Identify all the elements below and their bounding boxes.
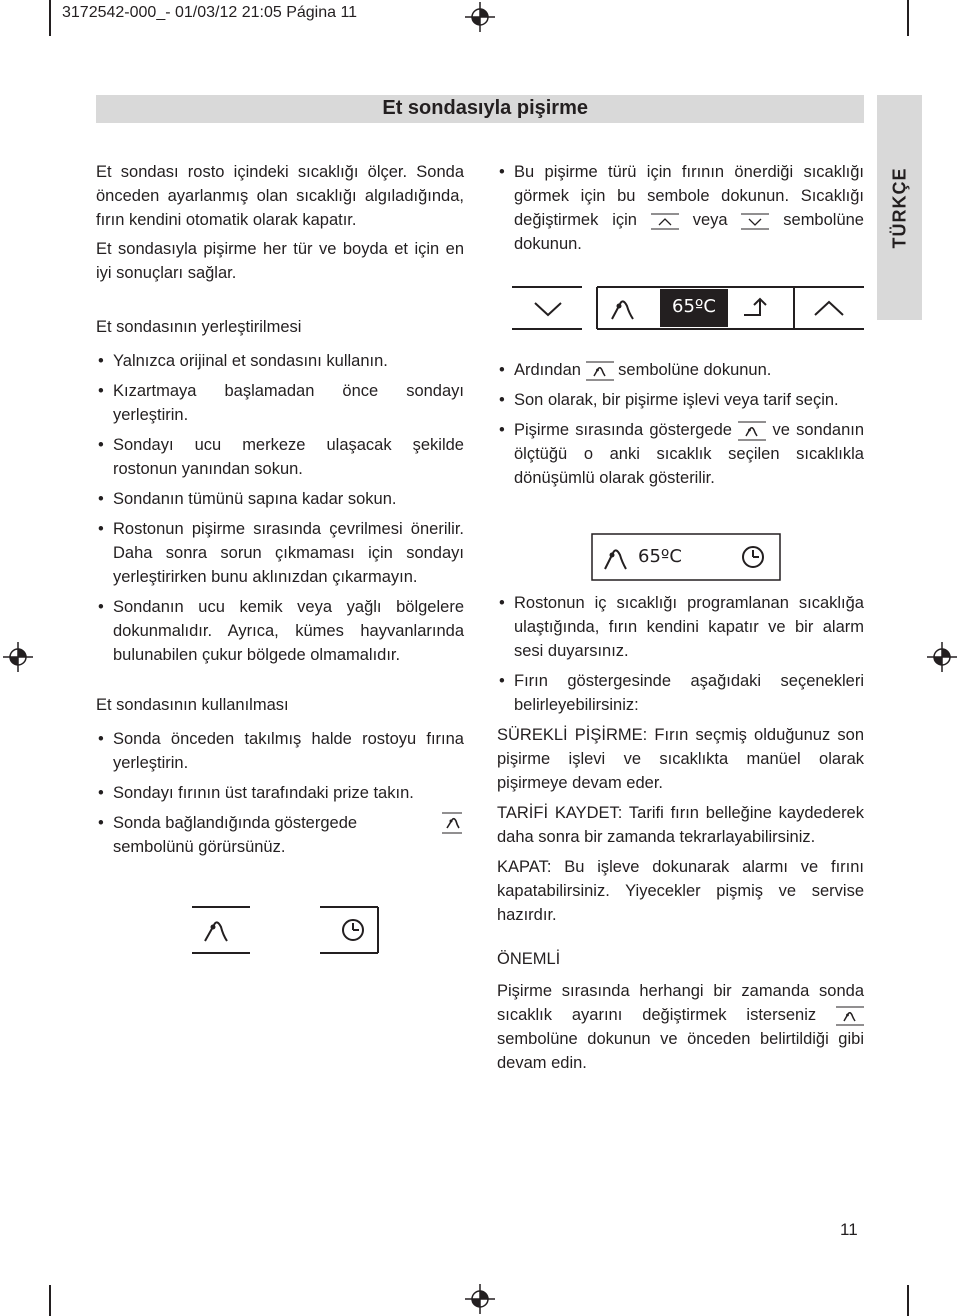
section-heading: Et sondasının kullanılması [96,696,289,714]
chevron-up-icon [651,211,679,231]
option-paragraph: KAPAT: Bu işleve dokunarak alarmı ve fırını kapatabilirsiniz. Yiyecekler pişmiş ve servise hazırdır. [497,858,864,924]
crop-mark [907,1285,909,1316]
right-list-top [497,160,864,256]
list-item: • Son olarak, bir pişirme işlevi veya tarif seçin. [497,388,864,412]
list-item-text: ve sondanın ölçtüğü o anki sıcaklık seçilen sıcaklıkla dönüşümlü olarak gösterilir. [514,421,865,487]
list-item-text: Bu pişirme türü için fırının önerdiği sıcaklığı görmek için bu sembole dokunun. Sıcaklığı değiştirmek için [514,163,864,229]
section-heading: ÖNEMLİ [497,950,561,968]
probe-icon [586,360,614,382]
chevron-up-icon [815,302,843,315]
important-paragraph [497,979,864,1075]
list-item: • Sondayı ucu merkeze ulaşacak şekilde rostonun yanından sokun. [96,433,464,481]
registration-mark-icon [3,642,33,672]
probe-icon [612,301,633,319]
section-heading: Et sondasının yerleştirilmesi [96,318,302,336]
list-item [497,160,864,256]
probe-icon [738,420,766,442]
list-item [497,358,864,382]
list-item [497,418,864,490]
probe-temperature-panel [591,533,781,581]
crop-mark [907,0,909,36]
right-column-mid [497,358,864,496]
list-item: • Sonda önceden takılmış halde rostoyu fırına yerleştirin. [96,727,464,775]
left-column [96,160,464,865]
list-item: • Sondanın ucu kemik veya yağlı bölgelere dokunmalıdır. Ayrıca, kümes hayvanlarında bulunabilen çukur bölgede olmamalıdır. [96,595,464,667]
important-text: Pişirme sırasında herhangi bir zamanda sonda sıcaklık ayarını değiştirmek isterseniz [497,982,864,1024]
right-column [497,160,864,262]
registration-mark-icon [465,2,495,32]
list-item-text: Pişirme sırasında göstergede [514,421,732,439]
list-item: • Kızartmaya başlamadan önce sondayı yerleştirin. [96,379,464,427]
clock-icon [343,920,363,940]
title-band [96,95,864,123]
placement-list [96,349,464,667]
usage-item-text: sembolünü görürsünüz. [113,838,286,856]
page-title: Et sondasıyla pişirme [382,97,588,119]
option-paragraph: TARİFİ KAYDET: Tarifi fırın belleğine kaydederek daha sonra bir zamanda tekrarlayabilirsiniz. [497,804,864,846]
probe-icon [205,922,227,941]
list-item: • Sondayı fırının üst tarafındaki prize takın. [96,781,464,805]
right-column-bottom [497,591,864,1075]
probe-icon [440,811,464,835]
list-item-text: Ardından [514,361,581,379]
right-list-mid [497,358,864,490]
language-tab-label: TÜRKÇE [889,167,909,248]
list-item: • Rostonun iç sıcaklığı programlanan sıcaklığa ulaştığında, fırın kendini kapatır ve bir alarm sesi duyarsınız. [497,591,864,663]
list-item: • Rostonun pişirme sırasında çevrilmesi önerilir. Daha sonra sorun çıkmaması için sondayı yerleştirirken bunu aklınızdan çıkarmayın. [96,517,464,589]
temperature-value: 65ºC [672,296,716,317]
important-text: sembolüne dokunun ve önceden belirtildiği gibi devam edin. [497,1030,864,1072]
intro-paragraph: Et sondasıyla pişirme her tür ve boyda et için en iyi sonuçları sağlar. [96,240,464,282]
page-number: 11 [840,1220,858,1239]
probe-icon [836,1005,864,1027]
intro-paragraph: Et sondası rosto içindeki sıcaklığı ölçer. Sonda önceden ayarlanmış olan sıcaklığı algıladığında, fırın kendini otomatik olarak kapatır. [96,163,464,229]
step-up-icon [744,299,766,315]
chevron-down-icon [535,303,561,315]
list-item [96,811,464,859]
list-item-text: sembolüne dokunun. [514,211,864,253]
list-item: • Yalnızca orijinal et sondasını kullanın. [96,349,464,373]
clock-icon [743,547,763,567]
list-item: • Sondanın tümünü sapına kadar sokun. [96,487,464,511]
list-item: • Fırın göstergesinde aşağıdaki seçenekleri belirleyebilirsiniz: [497,669,864,717]
right-list-bottom [497,591,864,717]
list-item-text: sembolüne dokunun. [618,361,772,379]
probe-temperature-value: 65ºC [638,546,682,567]
usage-item-text: • Sonda bağlandığında göstergede [113,814,358,832]
chevron-down-icon [741,211,769,231]
option-paragraph: SÜREKLİ PİŞİRME: Fırın seçmiş olduğunuz son pişirme işlevi ve sıcaklıkta manüel olarak pişirmeye devam eder. [497,726,864,792]
crop-mark [49,1285,51,1316]
registration-mark-icon [465,1284,495,1314]
list-item-text: veya [692,211,728,229]
usage-list [96,727,464,859]
probe-display-panel [190,905,382,955]
language-tab [877,95,922,320]
crop-mark [49,0,51,36]
probe-icon [605,550,626,569]
print-header: 3172542-000_- 01/03/12 21:05 Página 11 [62,4,358,21]
registration-mark-icon [927,642,957,672]
